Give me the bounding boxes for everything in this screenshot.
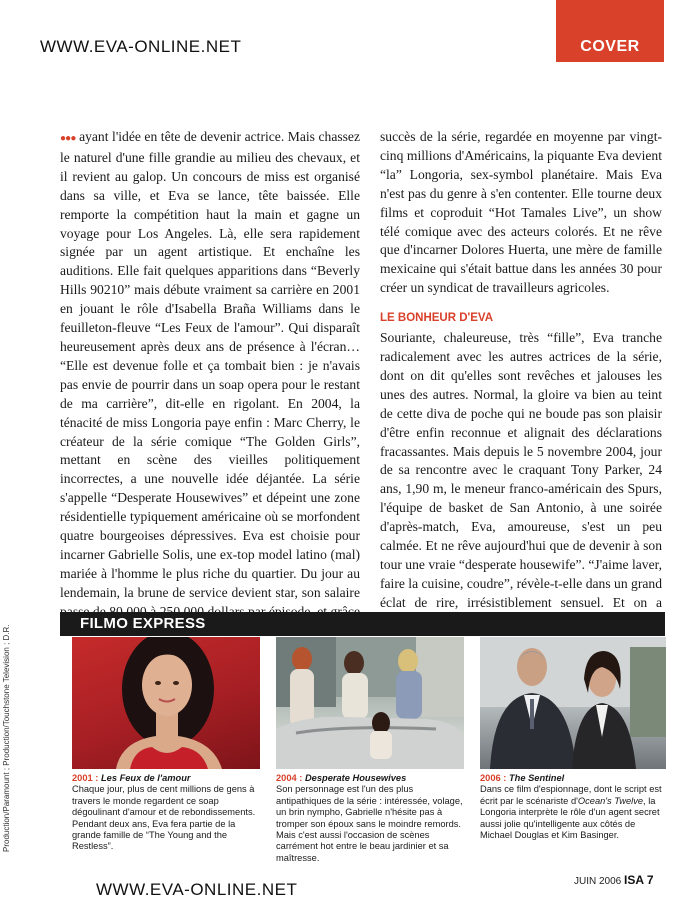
filmo-divider [60, 634, 665, 636]
caption-film-reference: Ocean's Twelve [577, 795, 644, 806]
caption-year: 2004 : [276, 773, 303, 783]
caption-title: Les Feux de l'amour [100, 773, 191, 783]
article-paragraph [60, 128, 360, 640]
article-text-right-body: Souriante, chaleureuse, très “fille”, Eva tranche radicalement avec les autres actrices de la série, dont on dit qu'elles sont revêches et jalouses les unes des autres. Normal, la gloire va bien au teint de cette diva de poche qui ne boude pas son plaisir d'être enfin reconnue et alignait des déclarations fracassantes. Mais depuis le 5 novembre 2004, jour de sa rencontre avec le craquant Tony Parker, 24 ans, 1,90 m, le meneur franco-américain des Spurs, l'équipe de basket de San Antonio, à une soirée d'après-match, Eva, amoureuse, s'est un peu calmée. Et ne rêve aujourd'hui que de devenir à son tour une vraie “desperate housewife”. “J'aime laver, faire la cuisine, coudre”, révèle-t-elle dans un grand éclat de rire, irrésistiblement sensuel. Et on a [380, 330, 662, 610]
article-right-column [380, 128, 662, 632]
filmo-heading: FILMO EXPRESS [80, 615, 206, 632]
caption-title: The Sentinel [508, 773, 565, 783]
caption-year: 2001 : [72, 773, 99, 783]
issue-date: JUIN 2006 [574, 876, 622, 887]
watermark-bottom: WWW.EVA-ONLINE.NET [96, 880, 298, 899]
article-left-column [60, 128, 360, 640]
watermark-top: WWW.EVA-ONLINE.NET [40, 37, 242, 56]
filmo-heading-bar [60, 612, 665, 634]
article-subheading: LE BONHEUR D'EVA [380, 312, 494, 325]
caption-text: Chaque jour, plus de cent millions de gens à travers le monde regardent ce soap dégoulinant d'amour et de rebondissements. Pendant deux ans, Eva fera partie de la grande famille de “The Young and the Restless”. [72, 784, 256, 852]
bullet-marker: ●●● [60, 133, 76, 144]
article-text-right-intro: succès de la série, regardée en moyenne par vingt-cinq millions d'Américains, la piquante Eva devient “la” Longoria, sex-symbol planétaire. Mais Eva n'est pas du genre à s'en contenter. Elle tourne deux films et coproduit “Hot Tamales Live”, un show télé comique avec des acteurs colorés. Et ne rêve que d'incarner Dolores Huerta, une mère de famille mexicaine qui s'était battue dans les années 30 pour créer un syndicat de travailleurs agricoles. [380, 129, 662, 296]
caption-title: Desperate Housewives [304, 773, 407, 783]
duo-scene-illustration [480, 637, 666, 769]
section-tab [556, 0, 664, 62]
article-text-left: ayant l'idée en tête de devenir actrice. Mais chassez le naturel d'une fille grandie au milieu des chevaux, et il revient au galop. Un concours de miss est organisé dans sa ville, et Eva se lance, tête baissée. Elle remporte la compétition haut la main et gagne un voyage pour Los Angeles. Là, elle sera rapidement signée par un agent artistique. Et enchaîne les auditions. Elle fait quelques apparitions dans “Beverly Hills 90210” mais débute vraiment sa carrière en 2001 en jouant le rôle d'Isabella Braña Williams dans le feuilleton-fleuve “Les Feux de l'amour”. Qui disparaît heureusement après deux ans de présence à l'écran… “Elle est devenue folle et ça tombait bien : je n'avais pas envie de pourrir dans un soap opera pour le restant de ma carrière”, dit-elle en rigolant. En 2004, la ténacité de miss Longoria paye enfin : Marc Cherry, le créateur de la série comique “The Golden Girls”, mettant en scène des vieilles politiquement incorrectes, a une nouvelle idée déjantée. La série s'appelle “Desperate Housewives” et dépeint une zone résidentielle typiquement américaine où se morfondent quatre bourgeoises dépressives. Eva est choisie pour incarner Gabrielle Solis, une ex-top model latino (mal) mariée à l'homme le plus riche du quartier. Du jour au lendemain, la brune de service devient star, son salaire [60, 129, 360, 600]
photo-desperate-housewives [276, 637, 464, 769]
photo-the-sentinel [480, 637, 666, 769]
group-scene-illustration [276, 637, 464, 769]
caption-year: 2006 : [480, 773, 507, 783]
section-tab-label: COVER [580, 38, 640, 55]
caption-text: Son personnage est l'un des plus antipathiques de la série : intéressée, volage, un brin nympho, Gabrielle n'hésite pas à tromper son époux sans le moindre remords. Mais c'est aussi l'occasion de scènes carrément hot entre le beau jardinier et sa maîtresse. [276, 784, 463, 863]
caption-text: Dans ce film d'espionnage, dont le script est écrit par le scénariste d' [480, 784, 662, 806]
caption-2006 [480, 773, 666, 841]
caption-2004 [276, 773, 466, 864]
page-folio [574, 873, 654, 887]
caption-2001 [72, 773, 262, 853]
article-paragraph [380, 329, 662, 632]
portrait-illustration [72, 637, 260, 769]
photo-les-feux-de-lamour [72, 637, 260, 769]
page-number: 7 [646, 873, 654, 887]
magazine-name: ISA [624, 873, 645, 887]
photo-credit-text: Production/Paramount ; Production/Touchstone Television ; D.R. [2, 624, 11, 852]
caption-text: , la Longoria interprète le rôle d'un agent secret aussi jolie qu'intelligente aux côtés de Michael Douglas et Kim Basinger. [480, 795, 660, 841]
